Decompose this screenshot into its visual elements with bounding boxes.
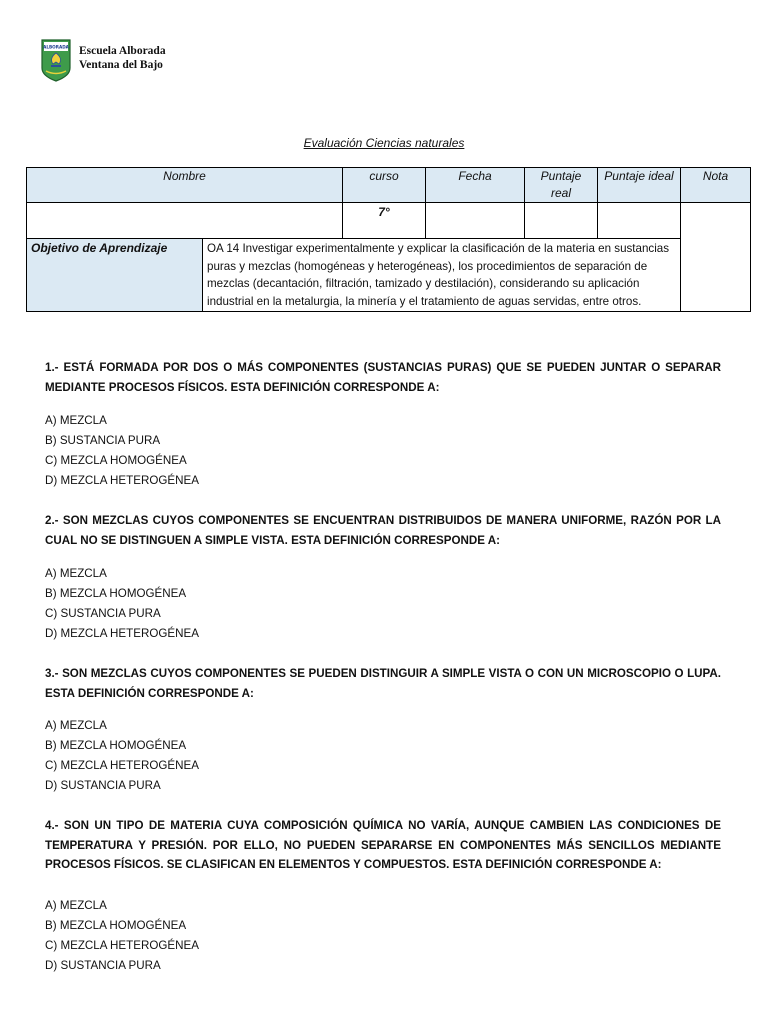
question-2: 2.- SON MEZCLAS CUYOS COMPONENTES SE ENCUENTRAN DISTRIBUIDOS DE MANERA UNIFORME, RAZÓN POR LA CUAL NO SE DISTINGUEN A SIMPLE VISTA. ESTA DEFINICIÓN CORRESPONDE A: — [45, 514, 721, 547]
logo-text: ALBORADA — [43, 44, 69, 50]
option-d[interactable]: D) MEZCLA HETEROGÉNEA — [45, 474, 199, 487]
name-field[interactable] — [27, 203, 343, 239]
date-field[interactable] — [426, 203, 525, 239]
question-4: 4.- SON UN TIPO DE MATERIA CUYA COMPOSICIÓN QUÍMICA NO VARÍA, AUNQUE CAMBIEN LAS CONDICIONES DE TEMPERATURA Y PRESIÓN. POR ELLO, NO PUEDEN SEPARARSE EN COMPONENTES MÁS SENCILLOS MEDIANTE PROCESOS FÍSICOS. SE CLASIFICAN EN ELEMENTOS Y COMPUESTOS. ESTA DEFINICIÓN CORRESPONDE A: — [45, 819, 721, 871]
question-4-options — [45, 896, 199, 976]
score-real-field[interactable] — [525, 203, 598, 239]
option-b[interactable]: B) SUSTANCIA PURA — [45, 434, 161, 447]
question-2-options — [45, 564, 199, 644]
option-a[interactable]: A) MEZCLA — [45, 414, 107, 427]
question-3-options — [45, 716, 199, 796]
score-ideal-field[interactable] — [598, 203, 681, 239]
option-c[interactable]: C) MEZCLA HETEROGÉNEA — [45, 759, 199, 772]
option-d[interactable]: D) SUSTANCIA PURA — [45, 779, 161, 792]
option-a[interactable]: A) MEZCLA — [45, 719, 107, 732]
school-name: Escuela Alborada — [79, 45, 166, 57]
objective-label: Objetivo de Aprendizaje — [27, 239, 203, 312]
question-1-options — [45, 411, 199, 491]
grade-field[interactable] — [681, 203, 751, 312]
option-b[interactable]: B) MEZCLA HOMOGÉNEA — [45, 919, 187, 932]
page-title: Evaluación Ciencias naturales — [303, 136, 465, 150]
school-location: Ventana del Bajo — [79, 59, 163, 71]
header-grade: Nota — [681, 168, 751, 203]
question-1: 1.- ESTÁ FORMADA POR DOS O MÁS COMPONENTES (SUSTANCIAS PURAS) QUE SE PUEDEN JUNTAR O SEPARAR MEDIANTE PROCESOS FÍSICOS. ESTA DEFINICIÓN CORRESPONDE A: — [45, 361, 721, 394]
objective-text: OA 14 Investigar experimentalmente y explicar la clasificación de la materia en sustancias puras y mezclas (homogéneas y heterogéneas), los procedimientos de separación de mezclas (decantación, filtración, tamizado y destilación), considerando su aplicación industrial en la metalurgia, la minería y el tratamiento de aguas servidas, entre otros. — [203, 239, 681, 312]
header-course: curso — [343, 168, 426, 203]
student-info-table — [26, 167, 751, 312]
option-c[interactable]: C) MEZCLA HETEROGÉNEA — [45, 939, 199, 952]
header-name: Nombre — [27, 168, 343, 203]
header-date: Fecha — [426, 168, 525, 203]
option-a[interactable]: A) MEZCLA — [45, 899, 107, 912]
option-b[interactable]: B) MEZCLA HOMOGÉNEA — [45, 739, 187, 752]
question-3: 3.- SON MEZCLAS CUYOS COMPONENTES SE PUEDEN DISTINGUIR A SIMPLE VISTA O CON UN MICROSCOPIO O LUPA. ESTA DEFINICIÓN CORRESPONDE A: — [45, 667, 721, 700]
option-d[interactable]: D) SUSTANCIA PURA — [45, 959, 161, 972]
school-header — [79, 44, 166, 72]
school-logo-icon — [40, 38, 72, 82]
header-score-real: Puntaje real — [525, 168, 598, 203]
option-d[interactable]: D) MEZCLA HETEROGÉNEA — [45, 627, 199, 640]
option-b[interactable]: B) MEZCLA HOMOGÉNEA — [45, 587, 187, 600]
course-value: 7° — [343, 203, 426, 239]
option-c[interactable]: C) MEZCLA HOMOGÉNEA — [45, 454, 187, 467]
header-score-ideal: Puntaje ideal — [598, 168, 681, 203]
option-c[interactable]: C) SUSTANCIA PURA — [45, 607, 161, 620]
option-a[interactable]: A) MEZCLA — [45, 567, 107, 580]
